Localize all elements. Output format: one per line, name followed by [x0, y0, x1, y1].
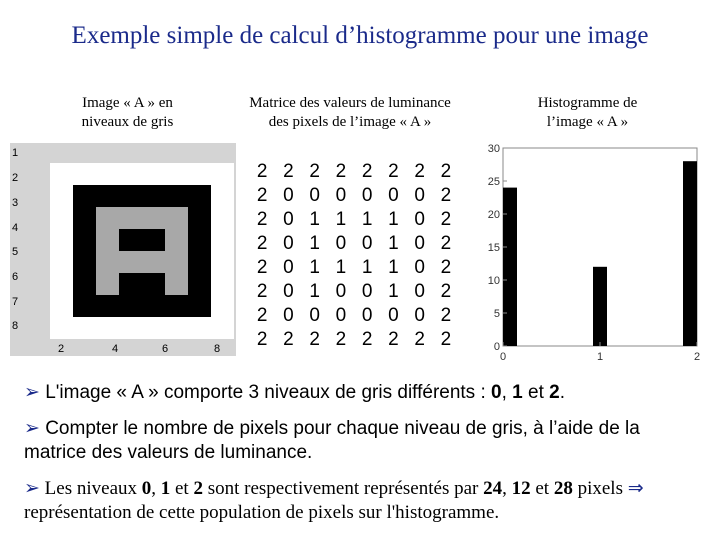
matrix-cell: 0: [283, 257, 294, 278]
pixel-cell: [211, 317, 234, 339]
pixel-cell: [119, 229, 142, 251]
matrix-caption: [215, 94, 485, 132]
matrix-cell: 0: [361, 185, 373, 206]
image-y-tick: 4: [12, 222, 19, 234]
pixel-cell: [119, 207, 142, 229]
pixel-cell: [50, 273, 73, 295]
matrix-cell: 0: [414, 305, 425, 326]
pixel-cell: [142, 185, 165, 207]
matrix-cell: 2: [440, 329, 452, 350]
pixel-cell: [211, 207, 234, 229]
bullet-count: [24, 416, 704, 465]
histogram-caption: [500, 94, 675, 132]
x-tick-label: 2: [693, 351, 701, 360]
pixel-cell: [73, 295, 96, 317]
pixel-cell: [211, 251, 234, 273]
pixel-cell: [188, 317, 211, 339]
pixel-cell: [73, 207, 96, 229]
matrix-cell: 0: [361, 233, 373, 254]
pixel-cell: [165, 295, 188, 317]
level-2: 2: [549, 382, 560, 403]
histogram-caption-line-2: l’image « A »: [546, 114, 629, 130]
pixel-cell: [96, 207, 119, 229]
pixel-cell: [142, 295, 165, 317]
matrix-cell: 1: [309, 281, 320, 302]
pixel-cell: [50, 251, 73, 273]
pixel-cell: [188, 207, 211, 229]
image-x-tick: 2: [58, 343, 65, 355]
bullet-text: Compter le nombre de pixels pour chaque niveau de gris, à l’aide de la matrice des valeurs de luminance.: [24, 418, 640, 463]
matrix-cell: 2: [283, 329, 294, 350]
level-0: 0: [491, 382, 502, 403]
matrix-cell: 2: [256, 257, 268, 278]
matrix-cell: 2: [440, 233, 452, 254]
histogram-caption-line-1: Histogramme de: [537, 95, 638, 111]
pixel-cell: [211, 163, 234, 185]
pixel-cell: [73, 251, 96, 273]
matrix-cell: 2: [440, 257, 452, 278]
matrix-cell: 1: [388, 257, 399, 278]
matrix-cell: 0: [283, 209, 294, 230]
pixel-cell: [188, 295, 211, 317]
pixel-cell: [211, 229, 234, 251]
image-x-tick: 8: [214, 343, 221, 355]
pixel-cell: [165, 207, 188, 229]
pixel-cell: [165, 317, 188, 339]
pixel-cell: [165, 185, 188, 207]
pixel-cell: [211, 273, 234, 295]
matrix-cell: 1: [361, 257, 373, 278]
matrix-cell: 0: [414, 281, 425, 302]
image-x-tick: 6: [162, 343, 169, 355]
matrix-cell: 0: [361, 305, 373, 326]
pixel-cell: [165, 229, 188, 251]
level-1: 1: [160, 478, 171, 499]
pixel-cell: [188, 251, 211, 273]
matrix-cell: 0: [283, 185, 294, 206]
y-tick-label: 25: [487, 176, 500, 188]
matrix-cell: 0: [335, 185, 347, 206]
matrix-cell: 0: [414, 233, 425, 254]
matrix-cell: 2: [440, 161, 452, 182]
matrix-cell: 2: [414, 329, 425, 350]
matrix-cell: 0: [309, 185, 320, 206]
histogram-chart: [478, 140, 708, 360]
matrix-cell: 1: [335, 209, 347, 230]
pixel-cell: [119, 251, 142, 273]
matrix-cell: 1: [388, 281, 399, 302]
pixel-cell: [119, 163, 142, 185]
y-tick-label: 20: [487, 209, 500, 221]
histogram-bar: [593, 267, 607, 346]
pixel-cell: [188, 163, 211, 185]
bullet-text: représentation de cette population de pixels sur l'histogramme.: [24, 502, 500, 523]
matrix-caption-line-1: Matrice des valeurs de luminance: [249, 95, 451, 111]
matrix-cell: 0: [335, 305, 347, 326]
pixel-cell: [96, 163, 119, 185]
pixel-cell: [188, 273, 211, 295]
matrix-cell: 0: [335, 233, 347, 254]
image-caption: [40, 94, 215, 132]
image-caption-line-1: Image « A » en: [82, 95, 173, 111]
bullet-sep: et: [530, 478, 554, 499]
image-caption-line-2: niveaux de gris: [81, 114, 174, 130]
y-tick-label: 5: [493, 308, 500, 320]
matrix-cell: 0: [283, 233, 294, 254]
histogram-bar: [503, 188, 517, 346]
pixel-cell: [50, 229, 73, 251]
matrix-cell: 2: [309, 329, 320, 350]
pixel-cell: [211, 295, 234, 317]
pixel-grid: [50, 163, 234, 339]
pixel-cell: [142, 317, 165, 339]
matrix-cell: 2: [440, 305, 452, 326]
pixel-cell: [211, 185, 234, 207]
image-y-tick: 7: [12, 296, 19, 308]
x-tick-label: 1: [596, 351, 604, 360]
pixel-cell: [142, 251, 165, 273]
matrix-cell: 0: [309, 305, 320, 326]
matrix-cell: 1: [335, 257, 347, 278]
bullet-arrow-icon: ➢: [24, 477, 40, 499]
image-y-tick: 3: [12, 197, 19, 209]
matrix-cell: 2: [256, 329, 268, 350]
matrix-cell: 0: [283, 281, 294, 302]
pixel-cell: [96, 317, 119, 339]
bullet-end: .: [559, 382, 566, 403]
pixel-cell: [165, 163, 188, 185]
bullet-arrow-icon: ➢: [24, 381, 40, 403]
pixel-cell: [119, 273, 142, 295]
bullet-sep: ,: [502, 478, 512, 499]
pixel-cell: [188, 229, 211, 251]
matrix-cell: 2: [388, 161, 399, 182]
image-x-tick: 4: [112, 343, 119, 355]
bullet-text: sont respectivement représentés par: [202, 478, 484, 499]
matrix-cell: 0: [361, 281, 373, 302]
image-y-tick: 8: [12, 320, 19, 332]
pixel-cell: [96, 295, 119, 317]
image-y-tick: 1: [12, 147, 19, 159]
matrix-cell: 2: [388, 329, 399, 350]
matrix-cell: 2: [256, 233, 268, 254]
pixel-cell: [73, 185, 96, 207]
pixel-cell: [50, 295, 73, 317]
image-y-tick: 5: [12, 246, 19, 258]
count-0: 24: [483, 478, 503, 499]
matrix-cell: 2: [256, 185, 268, 206]
level-2: 2: [193, 478, 203, 499]
bullet-levels: [24, 380, 704, 405]
pixel-cell: [119, 295, 142, 317]
pixel-cell: [188, 185, 211, 207]
pixel-cell: [50, 185, 73, 207]
matrix-cell: 2: [440, 209, 452, 230]
pixel-cell: [119, 317, 142, 339]
matrix-cell: 0: [335, 281, 347, 302]
matrix-cell: 1: [309, 233, 320, 254]
image-y-tick: 6: [12, 271, 19, 283]
matrix-cell: 2: [361, 161, 373, 182]
matrix-cell: 2: [256, 209, 268, 230]
pixel-cell: [50, 317, 73, 339]
page-title: Exemple simple de calcul d’histogramme pour une image: [71, 22, 649, 49]
histogram-bar: [683, 161, 697, 346]
matrix-cell: 2: [335, 329, 347, 350]
image-y-tick: 2: [12, 172, 19, 184]
luminance-matrix: [249, 160, 459, 352]
matrix-cell: 1: [388, 209, 399, 230]
matrix-cell: 0: [414, 185, 425, 206]
x-tick-label: 0: [499, 351, 507, 360]
bullet-histogram: [24, 476, 704, 525]
matrix-cell: 0: [414, 257, 425, 278]
level-1: 1: [512, 382, 523, 403]
matrix-cell: 2: [440, 185, 452, 206]
pixel-cell: [50, 163, 73, 185]
pixel-cell: [96, 251, 119, 273]
matrix-cell: 2: [256, 281, 268, 302]
y-tick-label: 10: [487, 275, 500, 287]
matrix-cell: 1: [309, 257, 320, 278]
pixel-cell: [96, 229, 119, 251]
matrix-cell: 0: [388, 185, 399, 206]
pixel-cell: [73, 229, 96, 251]
matrix-cell: 2: [414, 161, 425, 182]
grayscale-image-panel: [10, 143, 236, 356]
y-tick-label: 30: [487, 143, 500, 155]
pixel-cell: [142, 207, 165, 229]
pixel-cell: [165, 273, 188, 295]
count-1: 12: [511, 478, 531, 499]
matrix-cell: 2: [256, 305, 268, 326]
bullet-text: L'image « A » comporte 3 niveaux de gris différents :: [45, 382, 492, 403]
pixel-cell: [119, 185, 142, 207]
matrix-cell: 2: [283, 161, 294, 182]
matrix-cell: 1: [361, 209, 373, 230]
matrix-cell: 0: [283, 305, 294, 326]
bullet-sep: et: [522, 382, 550, 403]
pixel-cell: [96, 185, 119, 207]
implies-arrow-icon: ⇒: [627, 477, 644, 499]
matrix-cell: 2: [309, 161, 320, 182]
bullet-arrow-icon: ➢: [24, 417, 40, 439]
pixel-cell: [96, 273, 119, 295]
pixel-cell: [50, 207, 73, 229]
pixel-cell: [73, 317, 96, 339]
matrix-cell: 0: [388, 305, 399, 326]
bullet-sep: ,: [501, 382, 513, 403]
matrix-cell: 1: [388, 233, 399, 254]
bullet-sep: et: [170, 478, 194, 499]
y-tick-label: 15: [487, 242, 500, 254]
bullet-sep: ,: [151, 478, 161, 499]
pixel-cell: [73, 273, 96, 295]
matrix-cell: 2: [361, 329, 373, 350]
level-0: 0: [141, 478, 152, 499]
count-2: 28: [553, 478, 573, 499]
pixel-cell: [142, 163, 165, 185]
bullet-text: Les niveaux: [44, 478, 142, 499]
pixel-cell: [142, 273, 165, 295]
matrix-cell: 2: [335, 161, 347, 182]
matrix-cell: 1: [309, 209, 320, 230]
y-tick-label: 0: [493, 341, 500, 353]
pixel-cell: [165, 251, 188, 273]
pixel-cell: [73, 163, 96, 185]
matrix-cell: 0: [414, 209, 425, 230]
matrix-caption-line-2: des pixels de l’image « A »: [268, 114, 432, 130]
bullet-text: pixels: [572, 478, 628, 499]
pixel-cell: [142, 229, 165, 251]
matrix-cell: 2: [440, 281, 452, 302]
matrix-cell: 2: [256, 161, 268, 182]
